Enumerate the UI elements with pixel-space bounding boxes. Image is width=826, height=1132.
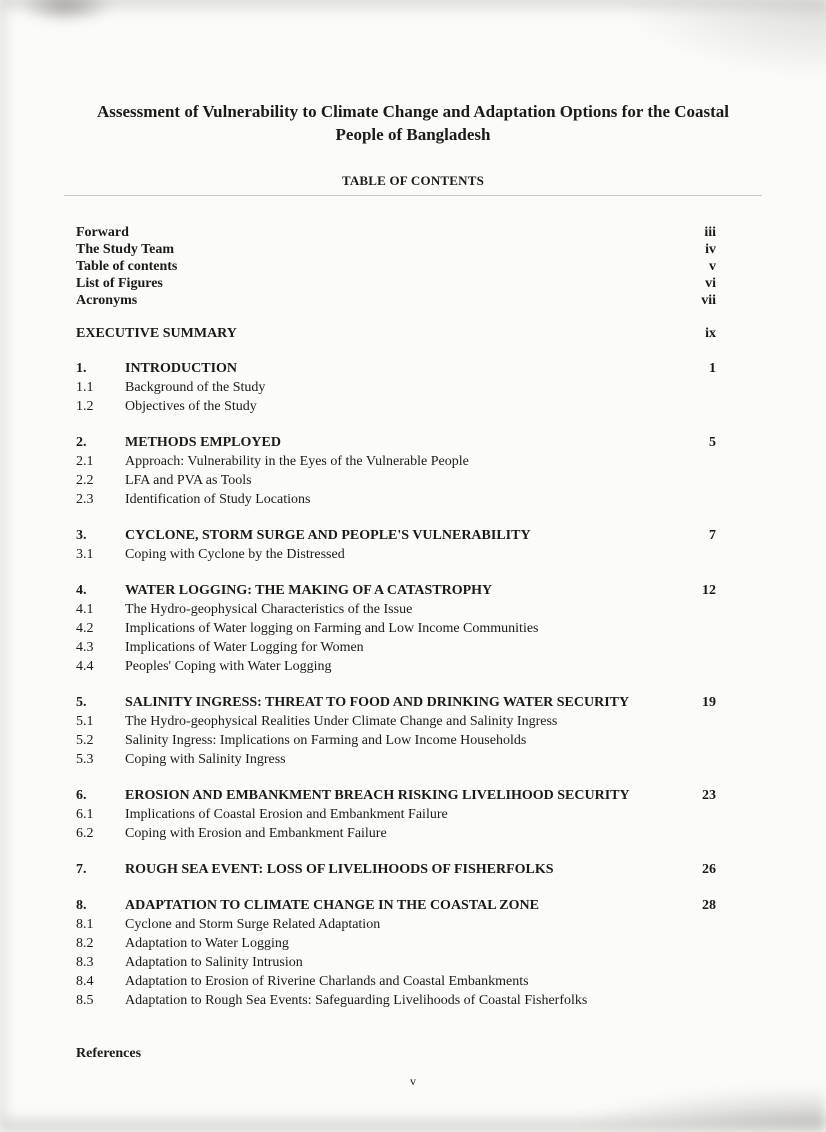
subsection-title: The Hydro-geophysical Characteristics of the Issue — [125, 601, 413, 617]
subsection-title: Approach: Vulnerability in the Eyes of the Vulnerable People — [125, 453, 469, 469]
toc-section-group — [76, 581, 716, 676]
toc-section-group — [76, 693, 716, 769]
subsection-title: Adaptation to Water Logging — [125, 935, 289, 951]
subsection-title: The Hydro-geophysical Realities Under Climate Change and Salinity Ingress — [125, 713, 558, 729]
toc-executive-summary-row — [76, 325, 716, 342]
toc-section-row — [76, 359, 716, 378]
entry-label: List of Figures — [76, 275, 163, 291]
subsection-number: 5.1 — [76, 713, 94, 729]
subsection-title: Adaptation to Erosion of Riverine Charlands and Coastal Embankments — [125, 973, 529, 989]
section-number: 7. — [76, 861, 87, 877]
subsection-title: Salinity Ingress: Implications on Farming and Low Income Households — [125, 732, 527, 748]
subsection-title: LFA and PVA as Tools — [125, 472, 252, 488]
subsection-number: 6.2 — [76, 825, 94, 841]
toc-section-group — [76, 786, 716, 843]
subsection-number: 5.3 — [76, 751, 94, 767]
toc-subsection-row — [76, 750, 716, 769]
toc-subsection-row — [76, 471, 716, 490]
toc-section-group — [76, 860, 716, 879]
toc-subsection-row — [76, 915, 716, 934]
subsection-title: Identification of Study Locations — [125, 491, 311, 507]
section-number: 2. — [76, 434, 87, 450]
section-number: 8. — [76, 897, 87, 913]
subsection-number: 4.3 — [76, 639, 94, 655]
entry-label: Table of contents — [76, 258, 178, 274]
subsection-title: Background of the Study — [125, 379, 266, 395]
subsection-number: 2.2 — [76, 472, 94, 488]
toc-section-group — [76, 359, 716, 416]
subsection-number: 4.4 — [76, 658, 94, 674]
section-page: 7 — [709, 527, 716, 543]
toc-subsection-row — [76, 972, 716, 991]
toc-front-matter-row — [76, 241, 716, 258]
section-page: 1 — [709, 360, 716, 376]
subsection-number: 3.1 — [76, 546, 94, 562]
toc-front-matter-row — [76, 258, 716, 275]
subsection-number: 8.4 — [76, 973, 94, 989]
subsection-title: Peoples' Coping with Water Logging — [125, 658, 332, 674]
references-label: References — [76, 1045, 142, 1061]
toc-heading: TABLE OF CONTENTS — [341, 172, 485, 188]
toc-subsection-row — [76, 490, 716, 509]
toc-section-row — [76, 526, 716, 545]
toc-section-row — [76, 896, 716, 915]
section-number: 5. — [76, 694, 87, 710]
toc-subsection-row — [76, 991, 716, 1010]
subsection-title: Objectives of the Study — [125, 398, 257, 414]
subsection-title: Adaptation to Salinity Intrusion — [125, 954, 303, 970]
section-page: 23 — [702, 787, 716, 803]
subsection-number: 8.1 — [76, 916, 94, 932]
entry-label: EXECUTIVE SUMMARY — [76, 325, 237, 341]
section-title: METHODS EMPLOYED — [125, 434, 281, 450]
subsection-number: 4.1 — [76, 601, 94, 617]
subsection-number: 8.5 — [76, 992, 94, 1008]
subsection-number: 6.1 — [76, 806, 94, 822]
toc-front-matter-row — [76, 224, 716, 241]
section-number: 6. — [76, 787, 87, 803]
subsection-number: 8.3 — [76, 954, 94, 970]
section-page: 19 — [702, 694, 716, 710]
subsection-title: Implications of Coastal Erosion and Embankment Failure — [125, 806, 448, 822]
toc-subsection-row — [76, 452, 716, 471]
toc-subsection-row — [76, 545, 716, 564]
toc-subsection-row — [76, 824, 716, 843]
toc-front-matter-row — [76, 292, 716, 309]
section-title: EROSION AND EMBANKMENT BREACH RISKING LIVELIHOOD SECURITY — [125, 787, 630, 803]
entry-label: The Study Team — [76, 241, 175, 257]
toc-subsection-row — [76, 638, 716, 657]
page-number-footer: v — [410, 1074, 416, 1088]
toc-section-group — [76, 433, 716, 509]
toc-subsection-row — [76, 934, 716, 953]
subsection-number: 2.3 — [76, 491, 94, 507]
toc-section-row — [76, 581, 716, 600]
section-title: INTRODUCTION — [125, 360, 238, 376]
toc-section-group — [76, 526, 716, 564]
section-page: 28 — [702, 897, 716, 913]
section-page: 5 — [709, 434, 716, 450]
subsection-number: 8.2 — [76, 935, 94, 951]
section-number: 1. — [76, 360, 87, 376]
toc-section-row — [76, 433, 716, 452]
entry-page: vii — [701, 292, 716, 308]
toc-subsection-row — [76, 397, 716, 416]
subsection-title: Implications of Water logging on Farming and Low Income Communities — [125, 620, 539, 636]
toc-subsection-row — [76, 805, 716, 824]
toc-section-row — [76, 860, 716, 879]
toc-section-row — [76, 786, 716, 805]
subsection-title: Coping with Erosion and Embankment Failure — [125, 825, 387, 841]
entry-label: Acronyms — [76, 292, 138, 308]
entry-label: Forward — [76, 224, 129, 240]
entry-page: iv — [705, 241, 716, 257]
subsection-title: Adaptation to Rough Sea Events: Safeguarding Livelihoods of Coastal Fisherfolks — [125, 992, 588, 1008]
toc-subsection-row — [76, 378, 716, 397]
subsection-number: 5.2 — [76, 732, 94, 748]
subsection-title: Coping with Cyclone by the Distressed — [125, 546, 345, 562]
section-title: WATER LOGGING: THE MAKING OF A CATASTROPHY — [125, 582, 493, 598]
toc-subsection-row — [76, 619, 716, 638]
subsection-number: 4.2 — [76, 620, 94, 636]
section-page: 26 — [702, 861, 716, 877]
entry-page: ix — [705, 325, 716, 341]
subsection-title: Implications of Water Logging for Women — [125, 639, 364, 655]
toc-section-group — [76, 896, 716, 1010]
subsection-number: 2.1 — [76, 453, 94, 469]
entry-page: iii — [704, 224, 716, 240]
table-of-contents — [76, 224, 716, 1062]
document-title-line2: People of Bangladesh — [335, 125, 491, 145]
toc-section-row — [76, 693, 716, 712]
toc-subsection-row — [76, 953, 716, 972]
section-title: CYCLONE, STORM SURGE AND PEOPLE'S VULNERABILITY — [125, 527, 531, 543]
subsection-title: Cyclone and Storm Surge Related Adaptation — [125, 916, 381, 932]
toc-subsection-row — [76, 731, 716, 750]
entry-page: v — [709, 258, 716, 274]
entry-page: vi — [705, 275, 716, 291]
subsection-title: Coping with Salinity Ingress — [125, 751, 286, 767]
section-title: SALINITY INGRESS: THREAT TO FOOD AND DRINKING WATER SECURITY — [125, 694, 630, 710]
document-title-line1: Assessment of Vulnerability to Climate Change and Adaptation Options for the Coastal — [96, 102, 730, 121]
toc-subsection-row — [76, 712, 716, 731]
toc-subsection-row — [76, 657, 716, 676]
section-title: ROUGH SEA EVENT: LOSS OF LIVELIHOODS OF FISHERFOLKS — [125, 861, 554, 877]
section-number: 4. — [76, 582, 87, 598]
subsection-number: 1.2 — [76, 398, 94, 414]
subsection-number: 1.1 — [76, 379, 94, 395]
toc-front-matter-row — [76, 275, 716, 292]
toc-subsection-row — [76, 600, 716, 619]
section-number: 3. — [76, 527, 87, 543]
document-title — [76, 100, 750, 147]
toc-divider — [64, 195, 762, 196]
section-page: 12 — [702, 582, 716, 598]
section-title: ADAPTATION TO CLIMATE CHANGE IN THE COASTAL ZONE — [125, 897, 539, 913]
